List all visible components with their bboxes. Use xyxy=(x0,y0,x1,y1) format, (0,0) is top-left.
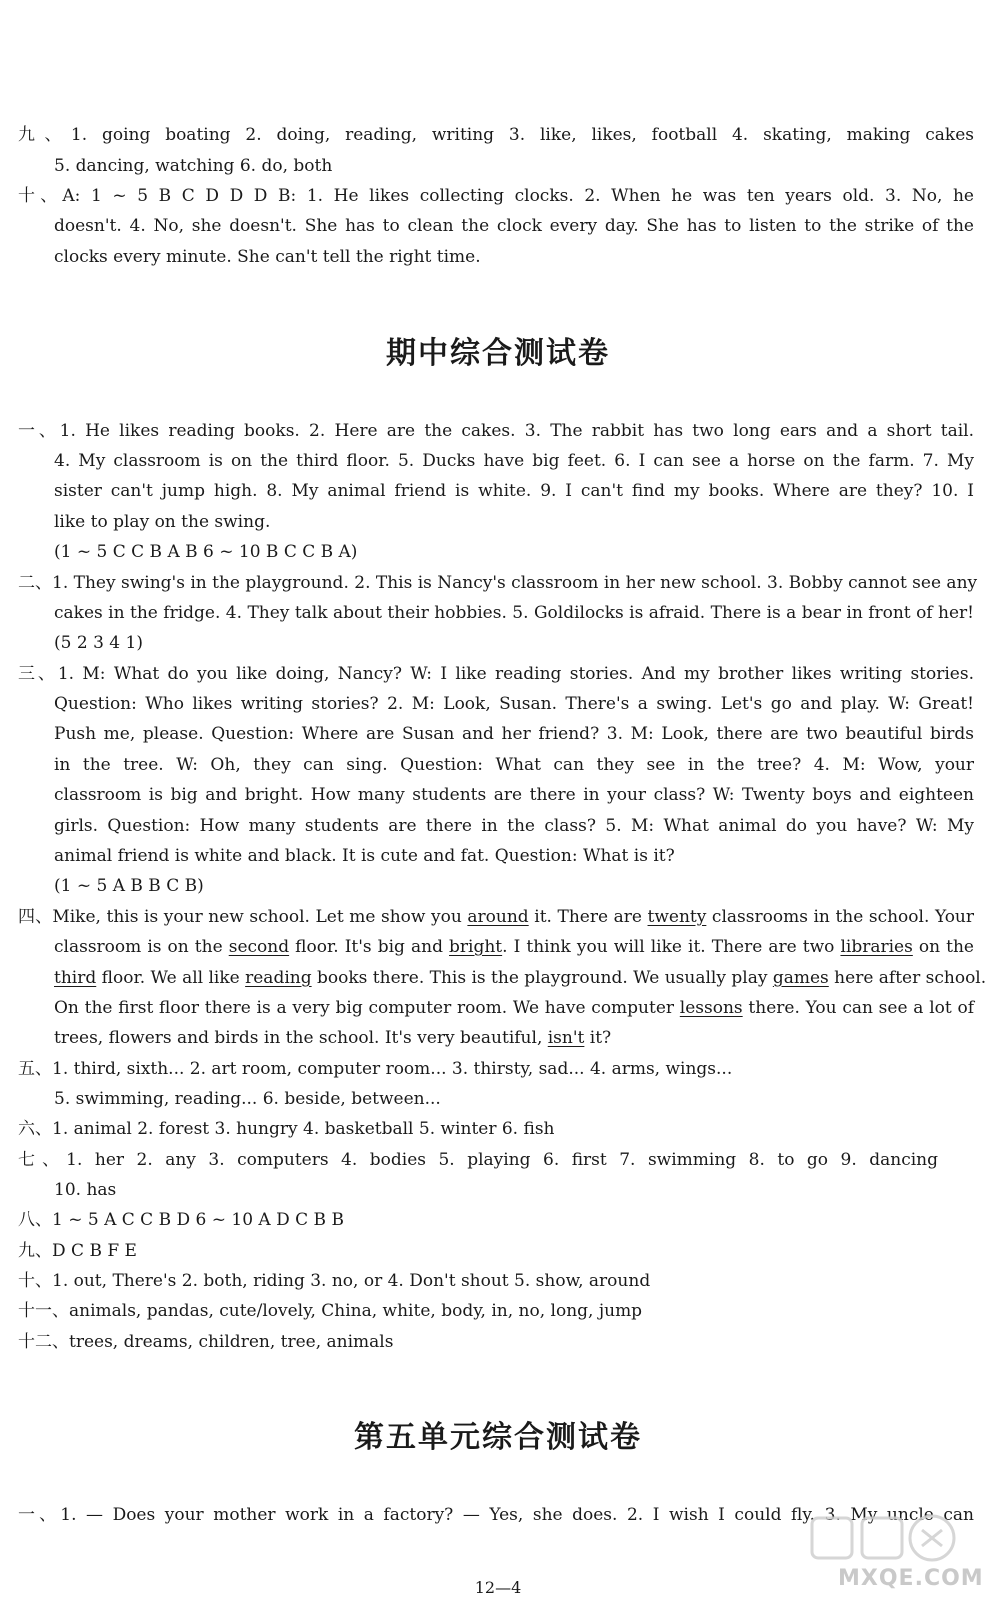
answer-line: animal friend is white and black. It is cute and fat. Question: What is it? xyxy=(54,846,675,866)
answer-line xyxy=(54,997,974,1019)
underlined-answer: twenty xyxy=(647,907,707,927)
passage-text: 四、Mike, this is your new school. Let me show you xyxy=(18,907,468,927)
underlined-answer: lessons xyxy=(679,998,743,1018)
underlined-answer: games xyxy=(772,968,829,988)
passage-text: on the xyxy=(912,937,974,957)
answer-line: 一、1. He likes reading books. 2. Here are the cakes. 3. The rabbit has two long ears and a short tail. xyxy=(18,421,974,441)
answer-line: classroom is big and bright. How many students are there in your class? W: Twenty boys and eighteen xyxy=(54,785,974,805)
answer-line: 4. My classroom is on the third floor. 5. Ducks have big feet. 6. I can see a horse on the farm. 7. My xyxy=(54,451,974,471)
underlined-answer: third xyxy=(54,968,97,988)
answer-line: cakes in the fridge. 4. They talk about their hobbies. 5. Goldilocks is afraid. There is a bear in front of her! xyxy=(54,603,974,623)
underlined-answer: libraries xyxy=(840,937,913,957)
answer-line: 九、D C B F E xyxy=(18,1241,137,1261)
passage-text: it? xyxy=(584,1028,612,1048)
watermark-text: MXQE.COM xyxy=(838,1566,984,1591)
passage-text: floor. It's big and xyxy=(289,937,450,957)
answer-line xyxy=(54,1027,974,1049)
answer-line: girls. Question: How many students are there in the class? 5. M: What animal do you have? W: My xyxy=(54,816,974,836)
underlined-answer: isn't xyxy=(547,1028,585,1048)
answer-line: like to play on the swing. xyxy=(54,512,271,532)
passage-text: it. There are xyxy=(528,907,648,927)
answer-line: 六、1. animal 2. forest 3. hungry 4. basketball 5. winter 6. fish xyxy=(18,1119,555,1139)
underlined-answer: bright xyxy=(449,937,503,957)
answer-line xyxy=(18,906,974,928)
answer-line xyxy=(54,936,974,958)
answer-line: 三、1. M: What do you like doing, Nancy? W: I like reading stories. And my brother likes writing stories. xyxy=(18,664,974,684)
passage-text: On the first floor there is a very big computer room. We have computer xyxy=(54,998,680,1018)
underlined-answer: reading xyxy=(245,968,312,988)
answer-line: 十、A: 1 ~ 5 B C D D D B: 1. He likes collecting clocks. 2. When he was ten years old. 3. No, he xyxy=(18,186,974,206)
passage-text: classrooms in the school. Your xyxy=(706,907,975,927)
answer-line: 五、1. third, sixth... 2. art room, computer room... 3. thirsty, sad... 4. arms, wings... xyxy=(18,1059,733,1079)
answer-line: 二、1. They swing's in the playground. 2. This is Nancy's classroom in her new school. 3. Bobby cannot see any xyxy=(18,573,978,593)
answer-line: 八、1 ~ 5 A C C B D 6 ~ 10 A D C B B xyxy=(18,1210,344,1230)
answer-line: 七、1. her 2. any 3. computers 4. bodies 5. playing 6. first 7. swimming 8. to go 9. dancing xyxy=(18,1150,938,1170)
answer-line: (1 ~ 5 A B B C B) xyxy=(54,876,204,896)
answer-line: (1 ~ 5 C C B A B 6 ~ 10 B C C B A) xyxy=(54,542,358,562)
passage-text: classroom is on the xyxy=(54,937,229,957)
answer-line: (5 2 3 4 1) xyxy=(54,633,143,653)
answer-line: Push me, please. Question: Where are Susan and her friend? 3. M: Look, there are two beautiful birds xyxy=(54,724,974,744)
answer-line: 一、1. — Does your mother work in a factory? — Yes, she does. 2. I wish I could fly. 3. My uncle can xyxy=(18,1505,974,1525)
answer-line: 10. has xyxy=(54,1180,117,1200)
page-number: 12—4 xyxy=(474,1578,522,1597)
passage-text: floor. We all like xyxy=(96,968,246,988)
answer-line: doesn't. 4. No, she doesn't. She has to clean the clock every day. She has to listen to the strike of the xyxy=(54,216,974,236)
underlined-answer: second xyxy=(228,937,290,957)
answer-line xyxy=(54,967,987,989)
answer-line: sister can't jump high. 8. My animal friend is white. 9. I can't find my books. Where are they? 10. I xyxy=(54,481,974,501)
section-title-midterm: 期中综合测试卷 xyxy=(386,336,610,371)
answer-line: 5. swimming, reading... 6. beside, between... xyxy=(54,1089,441,1109)
answer-line: 十、1. out, There's 2. both, riding 3. no, or 4. Don't shout 5. show, around xyxy=(18,1271,651,1291)
passage-text: there. You can see a lot of xyxy=(742,998,974,1018)
passage-text: here after school. xyxy=(828,968,987,988)
passage-text: trees, flowers and birds in the school. It's very beautiful, xyxy=(54,1028,548,1048)
answer-line: clocks every minute. She can't tell the right time. xyxy=(54,247,481,267)
answer-line: 十一、animals, pandas, cute/lovely, China, white, body, in, no, long, jump xyxy=(18,1301,643,1321)
answer-line: 5. dancing, watching 6. do, both xyxy=(54,156,333,176)
passage-text: . I think you will like it. There are two xyxy=(502,937,841,957)
answer-line: 九、1. going boating 2. doing, reading, writing 3. like, likes, football 4. skating, making cakes xyxy=(18,125,974,145)
section-title-unit5: 第五单元综合测试卷 xyxy=(354,1420,642,1455)
answer-line: in the tree. W: Oh, they can sing. Question: What can they see in the tree? 4. M: Wow, your xyxy=(54,755,974,775)
underlined-answer: around xyxy=(467,907,529,927)
answer-line: 十二、trees, dreams, children, tree, animals xyxy=(18,1332,394,1352)
passage-text: books there. This is the playground. We usually play xyxy=(311,968,773,988)
answer-line: Question: Who likes writing stories? 2. M: Look, Susan. There's a swing. Let's go and play. W: Great! xyxy=(54,694,974,714)
